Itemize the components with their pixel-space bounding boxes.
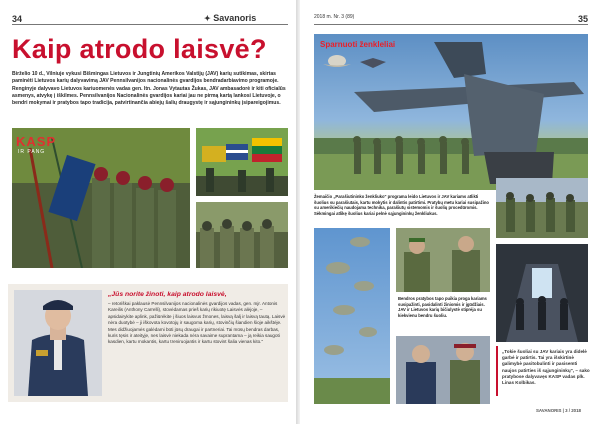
header-rule — [12, 24, 288, 25]
flags-photo — [196, 128, 288, 196]
soldiers-ranks-photo — [196, 202, 288, 268]
wings-badge-2 — [360, 56, 386, 70]
kasp-badge-sub: IR PANG — [18, 149, 46, 155]
caption-2: Bendros pratybos tapo puikia proga kariams susipažinti, pasidalinti žiniomis ir įgūdžiais. JAV ir Lietuvos karių bičiulystė stiprėja su kiekvienu bendru šuoliu. — [398, 296, 487, 318]
aircraft-illustration — [314, 34, 588, 190]
quote-text — [108, 291, 288, 346]
quote-accent-bar — [496, 346, 498, 396]
quote-lead: „Jūs norite žinoti, kaip atrodo laisvė, — [108, 291, 227, 298]
soldiers-formation-photo — [12, 128, 190, 268]
caption-1: Žemaičio „Parašiutininko ženkliuko" programa leido Lietuvos ir JAV kariams atlikti šuolius su parašiutais, kartu mokytis ir dalintis patirtimi. Pratybų metu kariai susipažino su amerikiečių naudojama technika, parašiutų sistemomis ir šuolių procedūromis. Sėkmingai atlikę šuolius kariai pelnė sąjungininkų ženkliukus. — [314, 194, 489, 216]
kasp-badge: KASP — [16, 134, 57, 149]
page-footer: SAVANORIS | 3 / 2018 — [536, 408, 581, 413]
aircraft-interior-photo — [496, 244, 588, 342]
general-illustration — [14, 290, 102, 396]
right-page — [300, 0, 600, 424]
parachute-wings-icon — [322, 54, 352, 72]
quote-body: – retoriškai paklausė Pennsilvanijos nacionalinės gvardijos vadas, gen. mjr. Antonis Kareilis (Anthony Carrelli), stovėdamas prieš karių rikiuotę Laisvės alėjoje, – apsidairykite aplink, pažiūrėkite į šiuos laisvus žmones, laisvą šalį ir laisvą tautą. Laisvė nėra duotybė – ji iškovota kovotojų ir saugoma karių, stovinčių šiandien šioje aikštėje. Mes didžiuojamės galėdami būti jūsų draugai ir partneriai. Tai mūsų bendras darbas, kuris tęsis ir ateityje, nes laisvė niekada nėra savaime suprantama – ją reikia saugoti kasdien, kartu mokantis, kartu treniruojantis ir kartu stovint šalia vienas kito." — [108, 301, 286, 345]
flags-illustration — [196, 128, 288, 196]
pull-quote: „Tokie šuoliai su JAV kariais yra didelė garbė ir patirtis. Tai yra išskirtinė galimybė pasitobulinti ir pasisemti naujos patirties iš sąjungininkų", – sako pratybose dalyvavęs KASP vadas plk. Linas Kolbikas. — [502, 349, 590, 386]
parachutes-illustration — [314, 228, 390, 404]
ceremony-illustration — [396, 336, 490, 404]
award-ceremony-photo — [396, 336, 490, 404]
parachutes-photo — [314, 228, 390, 404]
ranks-illustration — [196, 202, 288, 268]
magazine-name: ✦ Savanoris — [204, 13, 257, 23]
header-rule-right — [314, 24, 588, 25]
wings-badge-1 — [322, 54, 352, 72]
issue-label: 2018 m. Nr. 3 (89) — [314, 14, 355, 20]
general-portrait — [14, 290, 102, 396]
group-illustration — [496, 178, 588, 238]
interior-illustration — [496, 244, 588, 342]
eagle-icon: ✦ — [204, 14, 211, 23]
officers-photo — [396, 228, 490, 292]
aircraft-photo — [314, 34, 588, 190]
section-title: Sparnuoti ženkleliai — [320, 40, 396, 49]
jump-wings-icon — [360, 56, 386, 70]
page-number-right: 35 — [578, 14, 589, 24]
left-page — [0, 0, 296, 424]
article-intro: Birželio 10 d., Vilniuje vykusi Bišmingas Lietuvos ir Jungtinių Amerikos Valstijų (JAV) karių sutikimas, skirtas paminėti Lietuvos karių dalyvavimą JAV Pennsilvanijos nacionalinės gvardijos bendradarbiavimo programoje. Renginyje dalyvavo Lietuvos kariuomenės vadas gen. ltn. Jonas Vytautas Žukas, JAV ambasadorė ir kiti oficialūs asmenys, atvykę į iškilmes. Pennsilvanijos Nacionalinės gvardijos kariai jau ne pirmą kartą lankosi Lietuvoje, o bendri mokymai ir pratybos tapo tradicija, patvirtinančia abiejų šalių draugystę ir sąjungininkų įsipareigojimus. — [12, 71, 286, 107]
officers-illustration — [396, 228, 490, 292]
soldiers-group-photo — [496, 178, 588, 238]
page-number-left: 34 — [12, 14, 23, 24]
article-title: Kaip atrodo laisvė? — [12, 34, 267, 64]
